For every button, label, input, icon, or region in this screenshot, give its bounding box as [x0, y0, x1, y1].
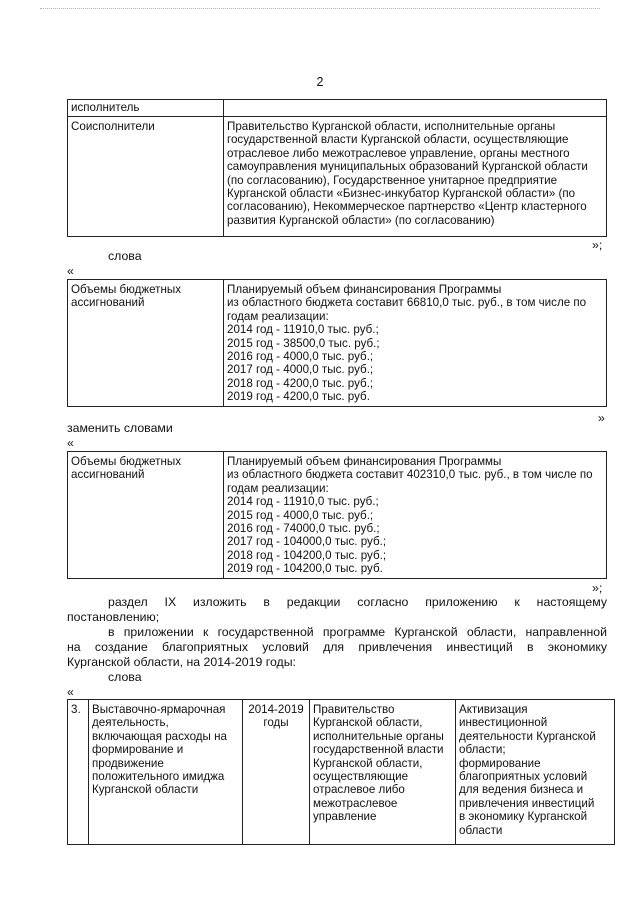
- text-line: исполнительные органы: [313, 729, 444, 743]
- word-slova-1: слова: [108, 249, 142, 263]
- year-line: 2015 год - 38500,0 тыс. руб.;: [227, 336, 380, 350]
- cell-budget-label-line: ассигнований: [71, 296, 145, 310]
- year-line: 2018 год - 104200,0 тыс. руб.;: [227, 548, 387, 562]
- cell-budget-old-text: [224, 282, 606, 406]
- word-slova-2: слова: [108, 670, 142, 684]
- cell-budget-new-text: [224, 454, 606, 578]
- paragraph-appendix-line1: в приложении к государственной программе Курганской области, направленной: [108, 625, 607, 639]
- text-line: Правительство: [313, 703, 395, 716]
- text-line: самоуправления муниципальных образований Курганской области: [227, 160, 588, 174]
- year-line: 2014 год - 11910,0 тыс. руб.;: [227, 495, 379, 509]
- cell-executor-label: исполнитель: [71, 101, 140, 114]
- cell-row-number: 3.: [71, 703, 81, 716]
- text-line: благоприятных условий: [459, 770, 588, 784]
- text-line: в экономику Курганской: [459, 810, 588, 824]
- page-number: 2: [316, 75, 324, 89]
- paragraph-appendix-line2: на создание благоприятных условий для привлечения инвестиций в экономику: [67, 640, 607, 654]
- open-quote-2: «: [67, 436, 74, 450]
- year-line: 2017 год - 4000,0 тыс. руб.;: [227, 363, 374, 377]
- year-line: 2019 год - 104200,0 тыс. руб.: [227, 562, 383, 576]
- paragraph-section-ix-line2: постановлению;: [67, 610, 160, 624]
- text-line: развития Курганской области» (по согласованию): [227, 213, 495, 227]
- text-line: продвижение: [92, 756, 164, 770]
- text-line: осуществляющие: [313, 770, 409, 784]
- text-line: Планируемый объем финансирования Программы: [227, 455, 502, 468]
- text-line: области: [459, 823, 503, 837]
- text-line: привлечения инвестиций: [459, 796, 595, 810]
- cell-coexecutors-text: [224, 119, 606, 236]
- text-line: Планируемый объем финансирования Программы: [227, 283, 502, 296]
- text-line: управление: [313, 810, 377, 824]
- table-budget-old: [67, 279, 607, 407]
- close-quote-1: »;: [592, 238, 603, 252]
- close-quote-2: »: [598, 411, 605, 425]
- text-line: включающая расходы на: [92, 729, 227, 743]
- cell-budget-label-line: Объемы бюджетных: [71, 455, 181, 468]
- text-line: 2014-2019: [248, 703, 304, 716]
- text-line: формирование: [459, 756, 541, 770]
- year-line: 2019 год - 4200,0 тыс. руб.: [227, 390, 370, 404]
- text-line: отраслевое либо межотраслевое управление, органы местного: [227, 146, 570, 160]
- text-line: из областного бюджета составит 402310,0 тыс. руб., в том числе по: [227, 468, 593, 482]
- text-line: согласованию), Некоммерческое партнерство «Центр кластерного: [227, 200, 587, 214]
- text-line: годам реализации:: [227, 309, 329, 323]
- text-line: инвестиционной: [459, 716, 548, 730]
- text-line: государственной власти Курганской области, осуществляющие: [227, 133, 569, 147]
- text-line: Курганской области,: [313, 756, 423, 770]
- text-line: Активизация: [459, 703, 528, 716]
- table-budget-new: [67, 451, 607, 579]
- text-line: Курганской области: [92, 783, 199, 797]
- text-line: деятельность,: [92, 716, 169, 730]
- text-line: положительного имиджа: [92, 770, 225, 784]
- word-replace: заменить словами: [67, 421, 173, 435]
- text-line: области;: [459, 743, 506, 757]
- cell-coexecutors-label: Соисполнители: [71, 120, 155, 133]
- text-line: государственной власти: [313, 743, 444, 757]
- cell-budget-label-line: ассигнований: [71, 468, 145, 482]
- text-line: годам реализации:: [227, 481, 329, 495]
- paragraph-appendix-line3: Курганской области, на 2014-2019 годы:: [67, 655, 296, 669]
- text-line: для ведения бизнеса и: [459, 783, 584, 797]
- scan-top-edge: [40, 8, 600, 9]
- year-line: 2015 год - 4000,0 тыс. руб.;: [227, 508, 374, 522]
- text-line: формирование и: [92, 743, 184, 757]
- year-line: 2016 год - 74000,0 тыс. руб.;: [227, 522, 380, 536]
- text-line: из областного бюджета составит 66810,0 тыс. руб., в том числе по: [227, 296, 587, 310]
- text-line: межотраслевое: [313, 796, 398, 810]
- text-line: Курганской области,: [313, 716, 423, 730]
- table-coexecutors: [67, 99, 607, 237]
- cell-expected-result: [456, 702, 614, 844]
- open-quote-3: «: [67, 685, 74, 699]
- year-line: 2014 год - 11910,0 тыс. руб.;: [227, 323, 379, 337]
- year-line: 2016 год - 4000,0 тыс. руб.;: [227, 350, 374, 364]
- paragraph-section-ix-line1: раздел IX изложить в редакции согласно приложению к настоящему: [108, 595, 607, 609]
- text-line: Правительство Курганской области, исполнительные органы: [227, 120, 556, 133]
- text-line: отраслевое либо: [313, 783, 405, 797]
- table-event-row: [67, 699, 615, 845]
- cell-budget-label-line: Объемы бюджетных: [71, 283, 181, 296]
- text-line: годы: [263, 716, 289, 730]
- cell-period: [243, 702, 309, 844]
- cell-executor: [310, 702, 455, 844]
- cell-event-name: [89, 702, 242, 844]
- year-line: 2018 год - 4200,0 тыс. руб.;: [227, 376, 374, 390]
- text-line: (по согласованию), Государственное унитарное предприятие: [227, 173, 558, 187]
- text-line: деятельности Курганской: [459, 729, 596, 743]
- year-line: 2017 год - 104000,0 тыс. руб.;: [227, 535, 387, 549]
- open-quote-1: «: [67, 264, 74, 278]
- text-line: Выставочно-ярмарочная: [92, 703, 226, 716]
- text-line: Курганской области «Бизнес-инкубатор Курганской области» (по: [227, 187, 576, 201]
- close-quote-3: »;: [592, 581, 603, 595]
